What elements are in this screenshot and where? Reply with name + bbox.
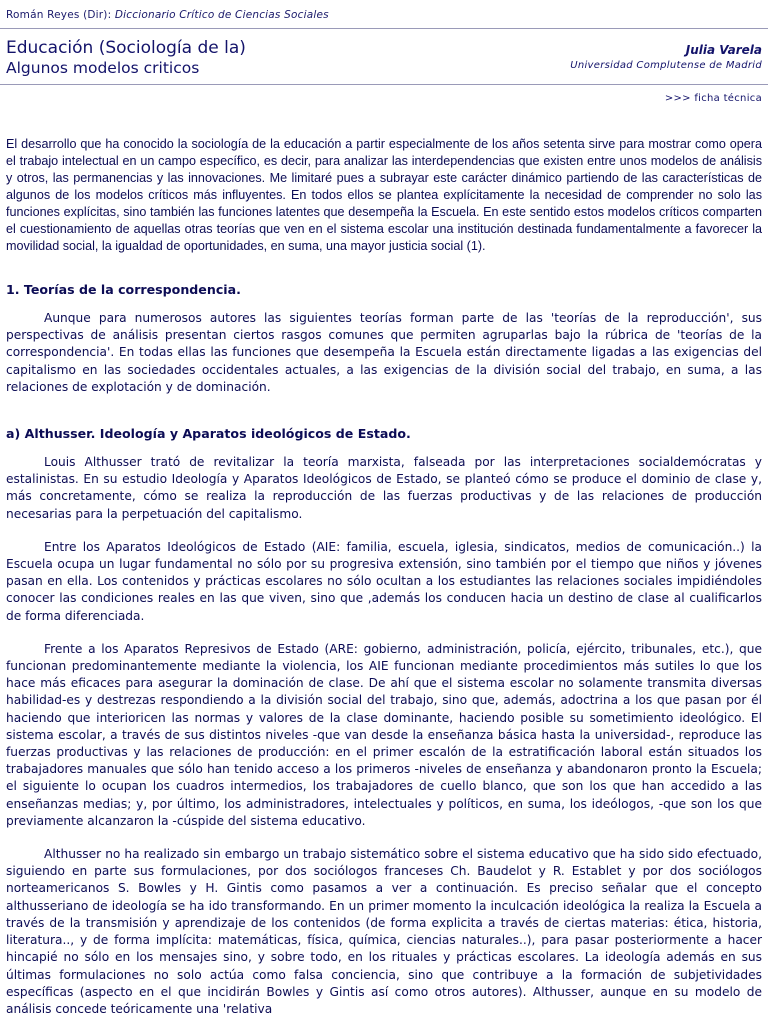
work-title: Diccionario Crítico de Ciencias Sociales — [114, 9, 329, 21]
article-title-block — [6, 38, 246, 78]
paragraph: Frente a los Aparatos Represivos de Estado (ARE: gobierno, administración, policía, ejército, tribunales, etc.), que funcionan predominantemente mediante la violencia, los AIE funcionan mediante procedimientos más sutiles lo que los hace más eficaces para asegurar la dominación de clase. De ahí que el sistema escolar no solamente transmita diversas habilidad-es y destrezas respondiendo a la división social del trabajo, sino que, además, adoctrina a los que pasan por él haciendo que interioricen las normas y valores de la clase dominante, haciendo posible su sometimiento ideológico. El sistema escolar, a través de sus distintos niveles -que van desde la enseñanza básica hasta la universidad-, reproduce las fuerzas productivas y las relaciones de producción: en el primer escalón de la estratificación laboral están situados los trabajadores manuales que sólo han tenido acceso a los primeros -niveles de enseñanza y abandonaron pronto la Escuela; el siguiente lo ocupan los cuadros intermedios, los trabajadores de cuello blanco, que son los que han accedido a las enseñanzas medias; y, por último, los administradores, intelectuales y políticos, en suma, los ideólogos, -que son los que previamente alcanzaron la -cúspide del sistema educativo. — [6, 641, 762, 828]
article-body — [6, 281, 762, 1018]
paragraph: Entre los Aparatos Ideológicos de Estado (AIE: familia, escuela, iglesia, sindicatos, medios de comunicación..) la Escuela ocupa un lugar fundamental no sólo por su progresiva extensión, sino también por el tiempo que niños y jóvenes pasan en ella. Los contenidos y prácticas escolares no sólo ocultan a los estudiantes las relaciones sociales impidiéndoles conocer las condiciones reales en las que viven, sino que ,además los conducen hacia un destino de clase al cualificarlos de forma diferenciada. — [6, 539, 762, 623]
page-title: Educación (Sociología de la) — [6, 38, 246, 58]
top-citation-bar — [6, 9, 329, 21]
author-block — [570, 43, 762, 71]
editor-name: Román Reyes (Dir): — [6, 9, 112, 21]
section-heading: 1. Teorías de la correspondencia. — [6, 282, 241, 297]
paragraph: Aunque para numerosos autores las siguientes teorías forman parte de las 'teorías de la reproducción', sus perspectivas de análisis presentan ciertos rasgos comunes que permiten agruparlas bajo la rúbrica de 'teorías de la correspondencia'. En todas ellas las funciones que desempeña la Escuela están directamente ligadas a las exigencias del capitalismo en las sociedades occidentales actuales, a las exigencias de la división social del trabajo, en suma, a las relaciones de explotación y de dominación. — [6, 311, 762, 394]
top-divider — [0, 28, 768, 29]
paragraph: Althusser no ha realizado sin embargo un trabajo sistemático sobre el sistema educativo que ha sido sido efectuado, siguiendo en parte sus formulaciones, por dos sociólogos franceses Ch. Baudelot y R. Establet y por dos sociólogos norteamericanos S. Bowles y H. Gintis como pasamos a ver a continuación. Es preciso señalar que el concepto althusseriano de ideología se ha ido transformando. En un primer momento la inculcación ideológica la realiza la Escuela a través de la transmisión y aprendizaje de los contenidos (de forma explicita a través de ciertas materias: ética, historia, literatura.., y de forma implícita: matemáticas, física, química, ciencias naturales..), para pasar posteriormente a hacer hincapié no sólo en los mensajes sino, y sobre todo, en los rituales y prácticas escolares. La ideología además en sus últimas formulaciones no solo actúa como falsa conciencia, sino que contribuye a la formación de subjetividades específicas (aspecto en el que incidirán Bowles y Gintis así como otros autores). Althusser, aunque en su modelo de análisis concede teóricamente una 'relativa — [6, 847, 762, 1016]
intro-paragraph: El desarrollo que ha conocido la sociología de la educación a partir especialmente de los años setenta sirve para mostrar como opera el trabajo intelectual en un campo específico, es decir, para analizar las interdependencias que existen entre unos modelos de análisis y otros, las permanencias y las innovaciones. Me limitaré pues a subrayar este carácter dinámico partiendo de las características de algunos de los modelos críticos más influyentes. En todos ellos se plantea explícitamente la necesidad de comprender no solo las funciones explícitas, sino también las funciones latentes que desempeña la Escuela. En este sentido estos modelos críticos comparten el cuestionamiento de aquellas otras teorías que ven en el sistema escolar una institución destinada fundamentalmente a favorecer la movilidad social, la igualdad de oportunidades, en suma, una mayor justicia social (1). — [6, 137, 762, 253]
subsection-heading: a) Althusser. Ideología y Aparatos ideológicos de Estado. — [6, 426, 411, 442]
ficha-tecnica-link[interactable]: >>> ficha técnica — [664, 93, 762, 104]
author-university: Universidad Complutense de Madrid — [570, 60, 762, 71]
author-name: Julia Varela — [685, 43, 762, 57]
header-divider — [0, 84, 768, 85]
paragraph: Louis Althusser trató de revitalizar la teoría marxista, falseada por las interpretaciones socialdemócratas y estalinistas. En su estudio Ideología y Aparatos Ideológicos de Estado, se planteó cómo se produce el dominio de clase y, más concretamente, cómo se realiza la reproducción de las fuerzas productivas y de las relaciones de producción necesarias para la perpetuación del capitalismo. — [6, 455, 762, 521]
page-subtitle: Algunos modelos criticos — [6, 59, 200, 77]
